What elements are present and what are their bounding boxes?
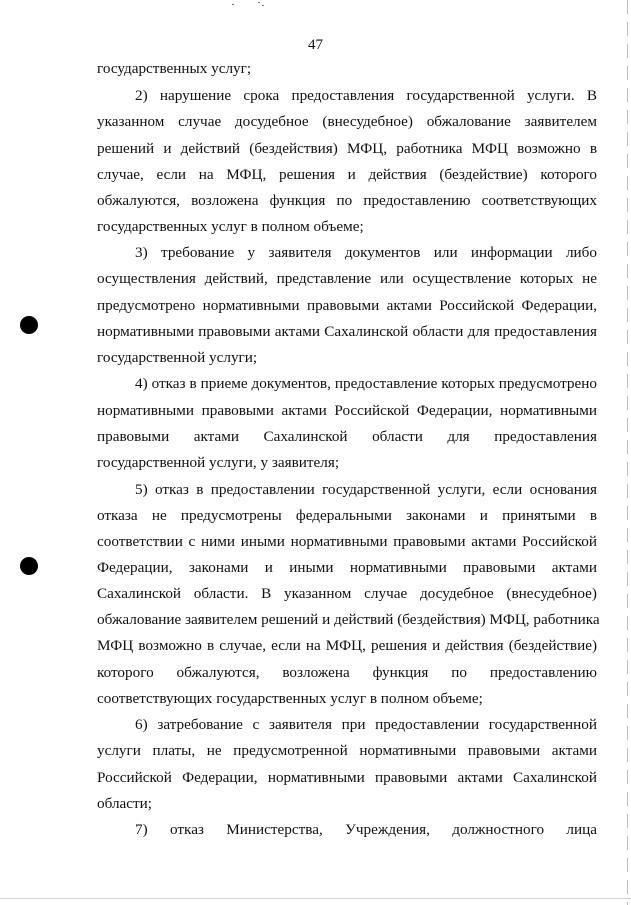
text-line: Российской Федерации, нормативными правовыми актами Сахалинской: [97, 769, 597, 786]
text-line: государственных услуг;: [97, 60, 252, 77]
text-line: осуществления действий, представление или осуществление которых не: [97, 270, 597, 287]
text-line: 3) требование у заявителя документов или информации либо: [135, 244, 597, 261]
text-line: обжалование заявителем решений и действий (бездействия) МФЦ, работника: [97, 611, 600, 628]
text-line: 4) отказ в приеме документов, предоставление которых предусмотрено: [135, 375, 597, 392]
text-line: нормативными правовыми актами Российской Федерации, нормативными: [97, 402, 597, 419]
text-line: 5) отказ в предоставлении государственной услуги, если основания: [135, 481, 597, 498]
text-line: Федерации, законами и иными нормативными правовыми актами: [97, 559, 597, 576]
text-line: соответствующих государственных услуг в полном объеме;: [97, 690, 483, 707]
text-line: случае, если на МФЦ, решения и действия (бездействие) которого: [97, 166, 597, 183]
text-line: 6) затребование с заявителя при предоставлении государственной: [135, 716, 597, 733]
text-line: которого обжалуются, возложена функция по предоставлению: [97, 664, 597, 681]
text-line: области;: [97, 795, 152, 812]
text-line: услуги платы, не предусмотренной нормативными правовыми актами: [97, 742, 597, 759]
text-line: МФЦ возможно в случае, если на МФЦ, решения и действия (бездействие): [97, 637, 597, 654]
text-line: 2) нарушение срока предоставления государственной услуги. В: [135, 87, 597, 104]
text-line: обжалуются, возложена функция по предоставлению соответствующих: [97, 192, 597, 209]
text-line: решений и действий (бездействия) МФЦ, работника МФЦ возможно в: [97, 140, 597, 157]
punch-hole-upper: [20, 316, 38, 334]
text-line: отказа не предусмотрены федеральными законами и принятыми в: [97, 507, 597, 524]
text-line: государственной услуги;: [97, 349, 258, 366]
scan-speck: [258, 2, 260, 3]
punch-hole-lower: [20, 557, 38, 575]
text-line: указанном случае досудебное (внесудебное) обжалование заявителем: [97, 113, 597, 130]
text-line: нормативными правовыми актами Сахалинской области для предоставления: [97, 323, 597, 340]
text-line: государственных услуг в полном объеме;: [97, 218, 364, 235]
text-line: государственной услуги, у заявителя;: [97, 454, 340, 471]
page-number: 47: [308, 37, 323, 53]
text-line: соответствии с ними иными нормативными правовыми актами Российской: [97, 533, 597, 550]
scan-edge-right: [627, 0, 628, 905]
scan-line-bottom: [0, 898, 631, 899]
text-line: правовыми актами Сахалинской области для предоставления: [97, 428, 597, 445]
text-line: предусмотрено нормативными правовыми актами Российской Федерации,: [97, 297, 597, 314]
scan-speck: [232, 4, 234, 5]
scan-speck: [262, 5, 264, 6]
text-line: 7) отказ Министерства, Учреждения, должностного лица: [135, 821, 597, 838]
text-line: Сахалинской области. В указанном случае досудебное (внесудебное): [97, 585, 597, 602]
